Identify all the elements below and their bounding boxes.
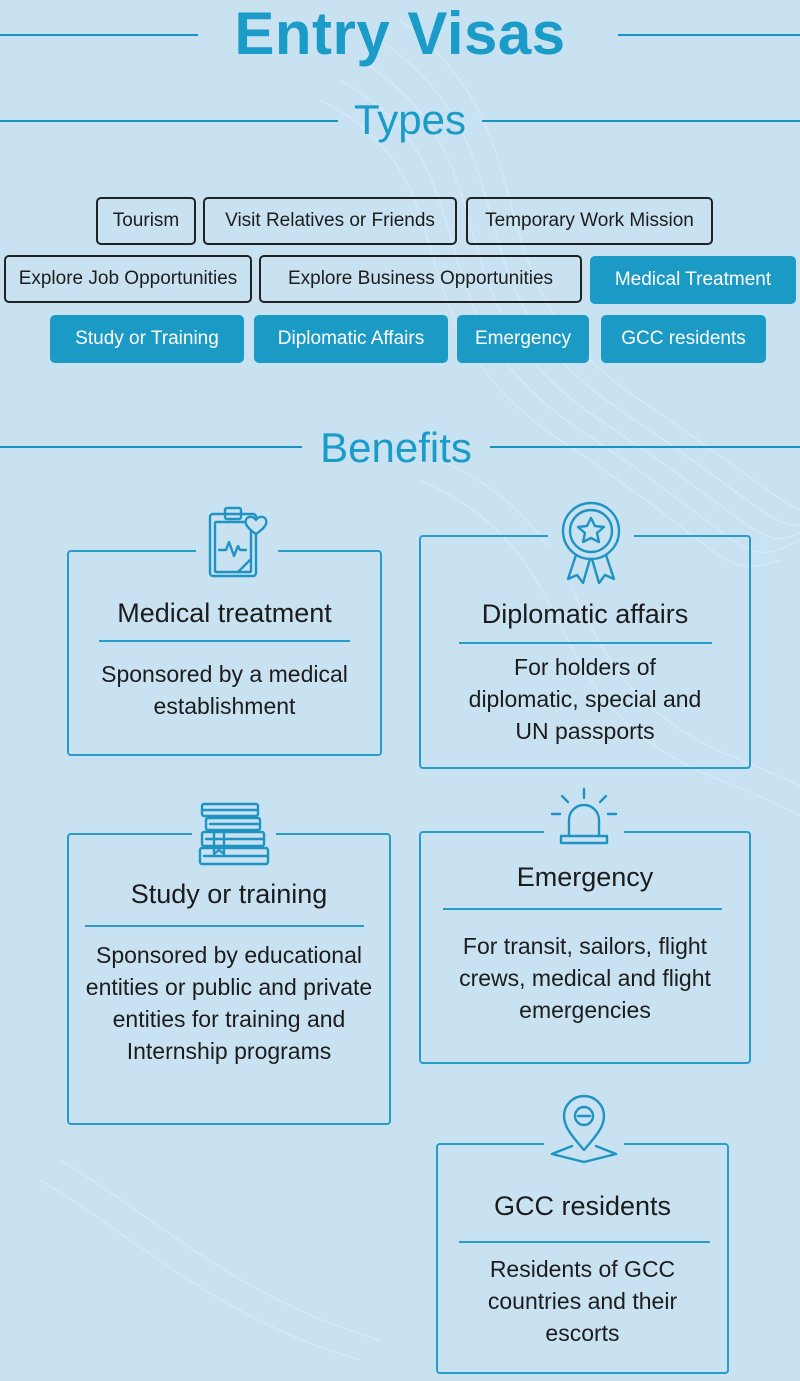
benefit-card-description: Sponsored by educational entities or public and private entities for training and Internship programs bbox=[85, 942, 373, 1064]
types-rule-right bbox=[482, 120, 800, 122]
benefit-card-study bbox=[67, 833, 391, 1125]
type-chip-temporary-work: Temporary Work Mission bbox=[466, 197, 713, 245]
benefit-card-description: For transit, sailors, flight crews, medical and flight emergencies bbox=[459, 933, 711, 1023]
benefits-rule-right bbox=[490, 446, 800, 448]
type-chip-study-training: Study or Training bbox=[50, 315, 244, 363]
benefit-card-title: Medical treatment bbox=[117, 598, 332, 628]
card-divider bbox=[459, 642, 712, 644]
benefit-card-title: Emergency bbox=[516, 862, 654, 892]
benefit-card-description: For holders of diplomatic, special and UN passports bbox=[468, 654, 702, 744]
page-title: Entry Visas bbox=[234, 0, 566, 67]
card-divider bbox=[443, 908, 722, 910]
card-divider bbox=[85, 925, 364, 927]
benefit-card-gcc bbox=[436, 1143, 729, 1374]
type-chip-tourism: Tourism bbox=[96, 197, 196, 245]
map-pin-icon bbox=[544, 1092, 624, 1168]
benefit-card-title: Diplomatic affairs bbox=[481, 599, 689, 629]
type-chip-explore-jobs: Explore Job Opportunities bbox=[4, 255, 252, 303]
type-chip-diplomatic-affairs: Diplomatic Affairs bbox=[254, 315, 448, 363]
type-chip-emergency: Emergency bbox=[457, 315, 589, 363]
books-stack-icon bbox=[192, 798, 276, 870]
types-heading: Types bbox=[353, 96, 467, 143]
type-chip-explore-business: Explore Business Opportunities bbox=[259, 255, 582, 303]
benefit-card-emergency bbox=[419, 831, 751, 1064]
types-rule-left bbox=[0, 120, 338, 122]
benefit-card-title: GCC residents bbox=[493, 1191, 672, 1221]
clipboard-heart-icon bbox=[196, 504, 278, 582]
card-divider bbox=[459, 1241, 710, 1243]
type-chip-visit-relatives: Visit Relatives or Friends bbox=[203, 197, 457, 245]
award-ribbon-icon bbox=[548, 498, 634, 586]
benefit-card-description: Sponsored by a medical establishment bbox=[101, 661, 348, 719]
benefit-card-title: Study or training bbox=[130, 879, 328, 909]
benefits-heading: Benefits bbox=[320, 424, 472, 471]
benefit-card-description: Residents of GCC countries and their escorts bbox=[487, 1256, 678, 1346]
type-chip-medical-treatment: Medical Treatment bbox=[590, 256, 796, 304]
type-chip-gcc-residents: GCC residents bbox=[601, 315, 766, 363]
card-divider bbox=[99, 640, 350, 642]
benefits-rule-left bbox=[0, 446, 302, 448]
siren-icon bbox=[544, 784, 624, 848]
